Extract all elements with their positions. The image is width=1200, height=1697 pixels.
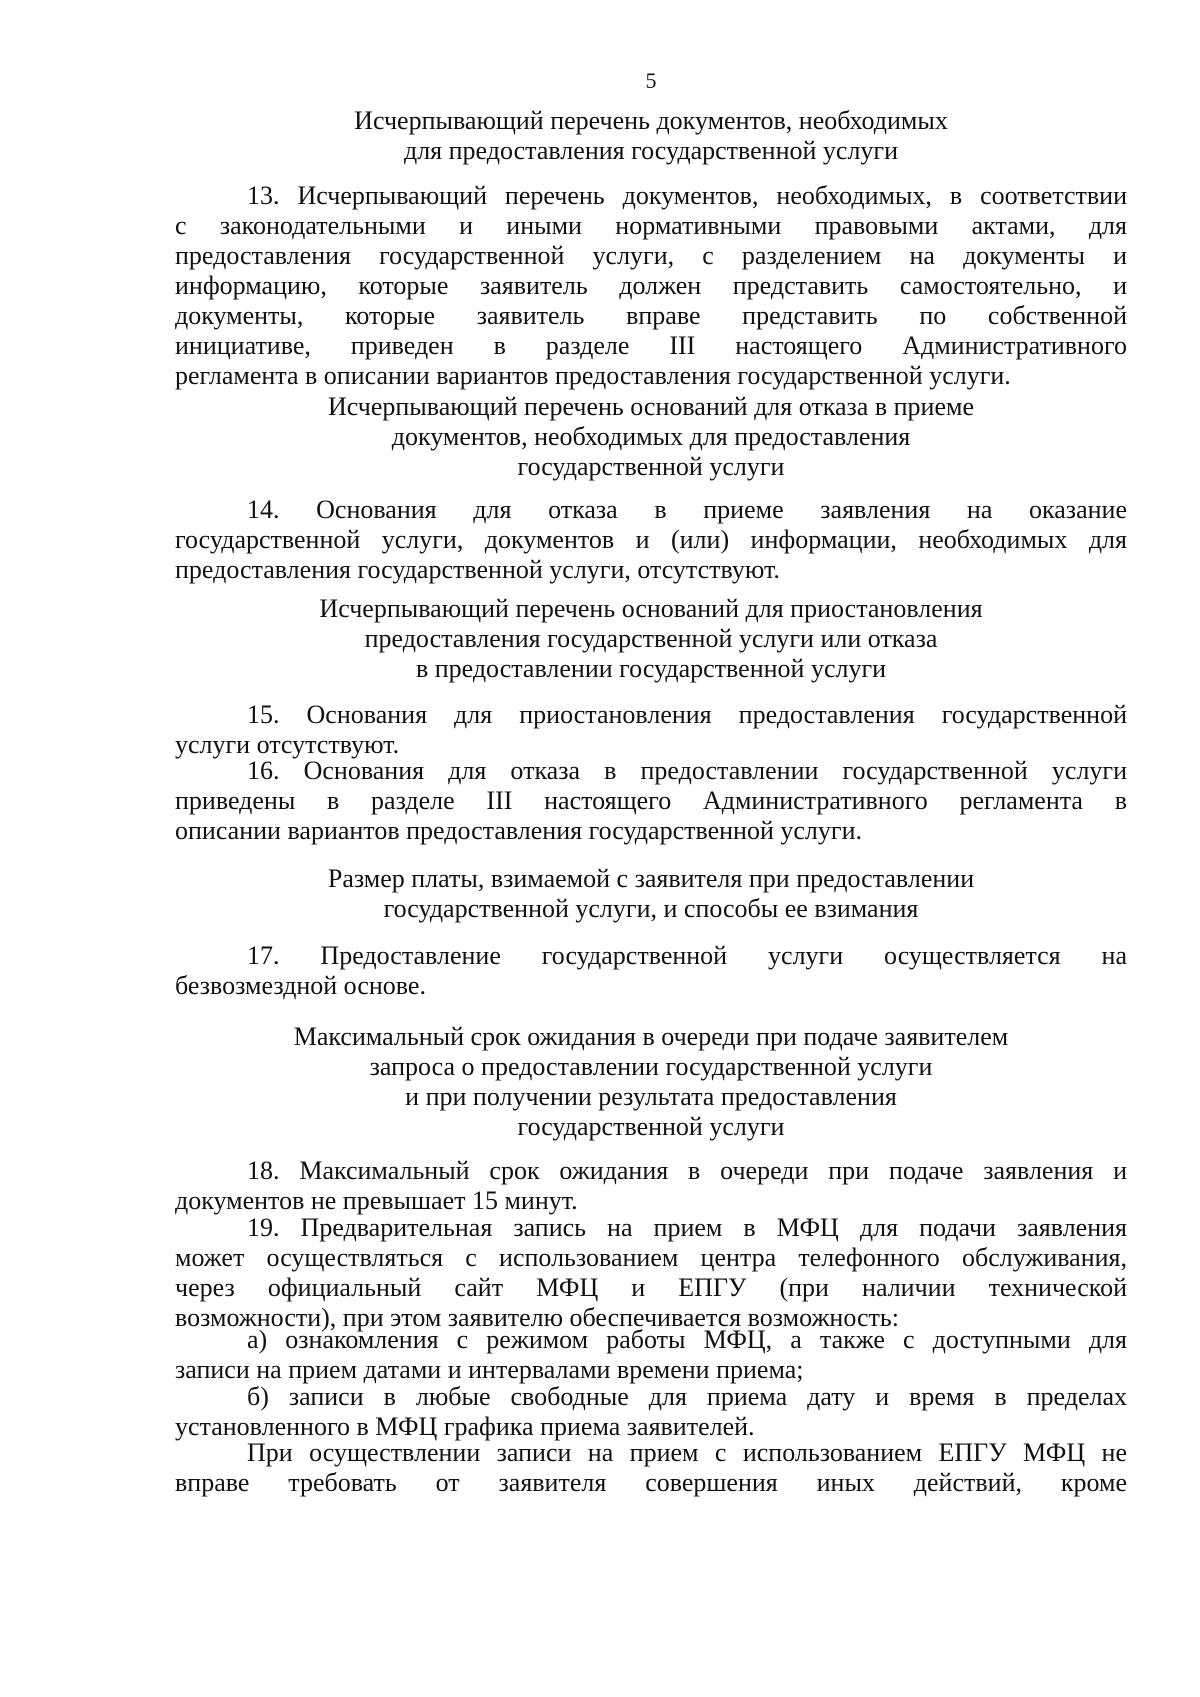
heading-line: Исчерпывающий перечень документов, необходимых [354, 106, 948, 135]
section-heading-refusal-reception [175, 392, 1127, 482]
paragraph-line: описании вариантов предоставления государственной услуги. [175, 816, 862, 845]
paragraph-line: через официальный сайт МФЦ и ЕПГУ (при наличии технической [175, 1273, 1127, 1302]
paragraph-line: 18. Максимальный срок ожидания в очереди при подаче заявления и [247, 1156, 1127, 1185]
paragraph-line: информацию, которые заявитель должен представить самостоятельно, и [175, 271, 1127, 300]
paragraph-epgu [175, 1438, 1127, 1498]
heading-line: предоставления государственной услуги или отказа [364, 624, 938, 653]
heading-line: Исчерпывающий перечень оснований для отказа в приеме [327, 392, 974, 421]
paragraph-line: 15. Основания для приостановления предоставления государственной [247, 700, 1127, 729]
heading-line: документов, необходимых для предоставления [391, 422, 911, 451]
paragraph-line: услуги отсутствуют. [175, 730, 400, 759]
paragraph-line: приведены в разделе III настоящего Административного регламента в [175, 786, 1127, 815]
paragraph-16 [175, 756, 1127, 846]
paragraph-15 [175, 700, 1127, 760]
paragraph-line: б) записи в любые свободные для приема дату и время в пределах [247, 1382, 1127, 1411]
paragraph-line: регламента в описании вариантов предоставления государственной услуги. [175, 361, 1011, 390]
paragraph-line: записи на прием датами и интервалами времени приема; [175, 1355, 804, 1384]
heading-line: для предоставления государственной услуги [403, 136, 899, 165]
heading-line: Исчерпывающий перечень оснований для приостановления [319, 594, 983, 623]
paragraph-line: 14. Основания для отказа в приеме заявления на оказание [247, 495, 1127, 524]
paragraph-line: а) ознакомления с режимом работы МФЦ, а также с доступными для [247, 1325, 1127, 1354]
paragraph-line: предоставления государственной услуги, отсутствуют. [175, 555, 780, 584]
paragraph-14 [175, 495, 1127, 585]
paragraph-line: безвозмездной основе. [175, 971, 426, 1000]
paragraph-line: может осуществляться с использованием центра телефонного обслуживания, [175, 1243, 1127, 1272]
paragraph-18 [175, 1156, 1127, 1216]
paragraph-line: При осуществлении записи на прием с использованием ЕПГУ МФЦ не [247, 1438, 1127, 1467]
heading-line: и при получении результата предоставления [405, 1082, 897, 1111]
heading-line: Максимальный срок ожидания в очереди при подаче заявителем [293, 1022, 1009, 1051]
paragraph-item-a [175, 1325, 1127, 1385]
paragraph-line: возможности), при этом заявителю обеспечивается возможность: [175, 1303, 899, 1332]
paragraph-17 [175, 941, 1127, 1001]
paragraph-line: установленного в МФЦ графика приема заявителей. [175, 1412, 755, 1441]
section-heading-fee [175, 864, 1127, 924]
paragraph-line: государственной услуги, документов и (или) информации, необходимых для [175, 525, 1127, 554]
paragraph-line: документов не превышает 15 минут. [175, 1186, 578, 1215]
heading-line: государственной услуги [517, 1112, 785, 1141]
paragraph-19 [175, 1213, 1127, 1333]
heading-line: в предоставлении государственной услуги [415, 654, 887, 683]
paragraph-line: 17. Предоставление государственной услуги осуществляется на [247, 941, 1127, 970]
section-heading-documents [175, 106, 1127, 166]
paragraph-line: 13. Исчерпывающий перечень документов, необходимых, в соответствии [247, 181, 1127, 210]
paragraph-line: документы, которые заявитель вправе представить по собственной [175, 301, 1127, 330]
paragraph-item-b [175, 1382, 1127, 1442]
heading-line: Размер платы, взимаемой с заявителя при предоставлении [327, 864, 975, 893]
paragraph-line: 16. Основания для отказа в предоставлении государственной услуги [247, 756, 1127, 785]
paragraph-line: 19. Предварительная запись на прием в МФЦ для подачи заявления [247, 1213, 1127, 1242]
paragraph-13 [175, 181, 1127, 391]
paragraph-line: предоставления государственной услуги, с разделением на документы и [175, 241, 1127, 270]
paragraph-line: вправе требовать от заявителя совершения иных действий, кроме [175, 1468, 1127, 1497]
section-heading-suspension [175, 594, 1127, 684]
section-heading-queue-time [175, 1022, 1127, 1142]
heading-line: запроса о предоставлении государственной услуги [369, 1052, 933, 1081]
paragraph-line: инициативе, приведен в разделе III настоящего Административного [175, 331, 1127, 360]
heading-line: государственной услуги, и способы ее взимания [383, 894, 919, 923]
page-number: 5 [645, 68, 657, 93]
document-page [175, 0, 1127, 1697]
paragraph-line: с законодательными и иными нормативными правовыми актами, для [175, 211, 1127, 240]
heading-line: государственной услуги [517, 452, 785, 481]
